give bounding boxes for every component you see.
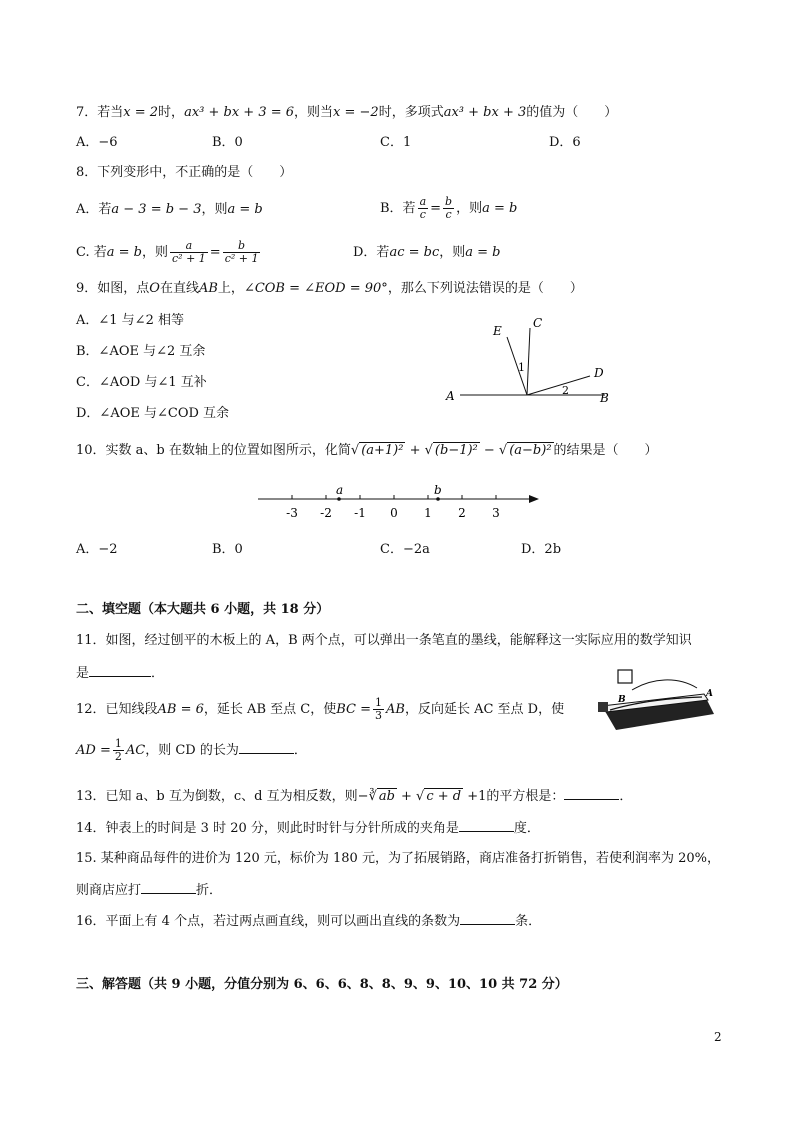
q8-option-b: B．若 $\frac{a}{c}$ = $\frac{b}{c}$ ，则a = b: [380, 195, 518, 221]
q9-ray-oc: [527, 328, 530, 395]
q8-a-mid: ，则: [201, 202, 228, 217]
q10-sqrt3: (a−b)²: [509, 443, 552, 458]
q11-line2-pre: 是: [76, 666, 90, 681]
board-hand: [632, 680, 697, 690]
q12-frac-third-den: 3: [375, 709, 382, 722]
q16-post: 条．: [515, 914, 542, 929]
q10-point-b-dot: [436, 497, 440, 501]
q9-label-angle2: 2: [562, 384, 569, 397]
q7-expr: ax³ + bx + 3 = 6: [184, 105, 295, 120]
q8-a-res: a = b: [227, 202, 263, 217]
q8-b-mid: ，则: [456, 201, 483, 216]
q9-label-a: A: [446, 389, 455, 403]
q9-label-b: B: [600, 391, 609, 405]
q9-point-o: O: [149, 281, 160, 296]
q16-answer-blank[interactable]: [460, 912, 515, 925]
q12-ac: AC: [125, 743, 146, 758]
q10-tick-label: 2: [458, 506, 466, 520]
q10-stem-b: 的结果是（ ）: [553, 443, 658, 458]
q8-b-res: a = b: [482, 201, 518, 216]
q12-pre: 12．已知线段: [76, 702, 158, 717]
q8-d-expr: ac = bc: [389, 245, 440, 260]
q8-c-frac2: [223, 240, 261, 265]
q15-line2-pre: 则商店应打: [76, 883, 142, 898]
q13-plus1: +1: [463, 789, 487, 804]
q8-d-mid: ，则: [439, 245, 466, 260]
q10-tick-label: 1: [424, 506, 432, 520]
q10-tick-label: 0: [390, 506, 398, 520]
q9-stem-a: 9．如图，点: [76, 281, 150, 296]
q13-answer-blank[interactable]: [564, 787, 619, 800]
q10-option-d: D．2b: [521, 542, 562, 557]
q15-line2: [76, 881, 222, 900]
q8-b-frac2: [443, 196, 454, 221]
q12-line1: [76, 695, 564, 725]
q13-cbrt: −∛: [357, 789, 377, 804]
q11-answer-blank[interactable]: [89, 664, 151, 677]
section-2-heading: 二、填空题（本大题共 6 小题，共 18 分）: [76, 602, 330, 617]
q8-option-d: [353, 244, 500, 262]
q12-frac-half-den: 2: [114, 750, 122, 763]
q7-stem-d: 时，多项式: [378, 105, 444, 120]
q8-c-mid: ，则: [141, 245, 168, 260]
q9-option-c: C．∠AOD 与∠1 互补: [76, 375, 207, 390]
q12-frac-third: [373, 697, 384, 722]
q7-stem-c: ，则当: [294, 105, 334, 120]
q10-stem-a: 10．实数 a、b 在数轴上的位置如图所示，化简: [76, 443, 351, 458]
q8-b-frac2-num: b: [445, 195, 453, 208]
q7-option-b: B．0: [212, 135, 243, 150]
q13-cd: c + d: [426, 789, 462, 804]
q10-tick-label: -1: [354, 506, 366, 520]
q8-c-frac1-num: a: [170, 240, 208, 253]
q12-ab2: AB: [386, 702, 405, 717]
q15-line2-post: 折．: [196, 883, 223, 898]
q15-answer-blank[interactable]: [141, 881, 196, 894]
q11-line2: [76, 664, 164, 683]
q9-line-ab: AB: [198, 281, 218, 296]
q9-label-d: D: [594, 366, 604, 380]
q12-answer-blank[interactable]: [239, 741, 294, 754]
q8-option-a: [76, 201, 263, 219]
q9-label-angle1: 1: [518, 361, 525, 374]
q10-point-b-label: b: [434, 483, 442, 497]
q11-board-illustration: [592, 668, 722, 736]
q7-stem: [76, 104, 617, 122]
q10-point-a-dot: [337, 497, 341, 501]
q7-stem-a: 7．若当: [76, 105, 124, 120]
q8-b-frac1: [418, 196, 429, 221]
q8-stem: 8．下列变形中，不正确的是（ ）: [76, 165, 293, 180]
q8-option-c: C. 若a = b，则 $\frac{a}{\text{c² + 1}}$ = $\frac{b}{\text{c² + 1}}$: [76, 239, 259, 265]
section-3-heading: 三、解答题（共 9 小题，分值分别为 6、6、6、8、8、9、9、10、10 共 72 分）: [76, 977, 568, 992]
q7-poly: ax³ + bx + 3: [443, 105, 527, 120]
q12-bc: BC =: [336, 702, 371, 717]
q7-option-c: C．1: [380, 135, 412, 150]
q13-ab: ab: [378, 789, 395, 804]
q9-ray-od: [527, 376, 590, 395]
q8-c-frac1: [170, 240, 208, 265]
q12-mid1: ，延长 AB 至点 C，使: [203, 702, 337, 717]
q10-sqrt1: (a+1)²: [361, 443, 404, 458]
q13-post: 的平方根是：: [486, 789, 565, 804]
board-clamp: [598, 702, 608, 712]
q8-d-res: a = b: [465, 245, 501, 260]
q12-ab: AB = 6: [157, 702, 204, 717]
q9-label-c: C: [533, 316, 543, 330]
q7-cond1: x = 2: [123, 105, 159, 120]
q16-line: [76, 912, 541, 931]
q8-b-pre: B．若: [380, 201, 416, 216]
q10-point-a-label: a: [336, 483, 344, 497]
q8-a-expr: a − 3 = b − 3: [111, 202, 202, 217]
q8-c-frac2-num: b: [223, 240, 261, 253]
q7-stem-b: 时，: [158, 105, 185, 120]
q12-mid2: ，反向延长 AC 至点 D，使: [404, 702, 565, 717]
q9-stem-c: 上，: [217, 281, 244, 296]
q7-cond2: x = −2: [333, 105, 379, 120]
q11-line1: 11．如图，经过刨平的木板上的 A，B 两个点，可以弹出一条笔直的墨线，能解释这一实际应用的数学知识: [76, 633, 692, 648]
q8-c-frac2-den: c² + 1: [224, 252, 259, 265]
arrow-right-icon: [529, 495, 539, 503]
q16-pre: 16．平面上有 4 个点，若过两点画直线，则可以画出直线的条数为: [76, 914, 461, 929]
q9-stem-b: 在直线: [159, 281, 199, 296]
page-number: 2: [714, 1030, 722, 1044]
q10-option-b: B．0: [212, 542, 243, 557]
q10-stem: 10．实数 a、b 在数轴上的位置如图所示，化简√ (a+1)² + √ (b−1)² − √ (a−b)² 的结果是（ ）: [76, 443, 658, 458]
q10-tick-label: -2: [320, 506, 332, 520]
q8-c-cond: a = b: [106, 245, 142, 260]
q14-post: 度．: [513, 821, 540, 836]
q14-answer-blank[interactable]: [459, 819, 514, 832]
q12-frac-half-num: 1: [114, 737, 122, 750]
board-label-a: A: [706, 689, 713, 699]
q9-angle-figure: [440, 310, 630, 410]
q9-option-b: B．∠AOE 与∠2 互余: [76, 344, 206, 359]
q7-option-a: A．−6: [76, 135, 118, 150]
q8-d-pre: D．若: [353, 245, 390, 260]
q12-line2: [76, 736, 307, 766]
q10-option-c: C．−2a: [380, 542, 430, 557]
q14-pre: 14．钟表上的时间是 3 时 20 分，则此时时针与分针所成的夹角是: [76, 821, 459, 836]
q9-option-a: A．∠1 与∠2 相等: [76, 313, 184, 328]
q8-b-frac1-den: c: [419, 208, 426, 221]
q9-stem: [76, 280, 583, 298]
q15-line1: 15. 某种商品每件的进价为 120 元，标价为 180 元，为了拓展销路，商店准备打折销售，若使利润率为 20%，: [76, 851, 720, 866]
q9-option-d: D．∠AOE 与∠COD 互余: [76, 406, 230, 421]
q8-c-pre: C. 若: [76, 245, 107, 260]
q8-c-frac1-den: c² + 1: [172, 252, 206, 265]
q8-a-pre: A．若: [76, 202, 112, 217]
q10-tick-label: 3: [492, 506, 500, 520]
q10-option-a: A．−2: [76, 542, 118, 557]
q10-number-line: [255, 482, 545, 522]
q12-ad: AD =: [76, 743, 111, 758]
ink-box-icon: [618, 670, 632, 683]
q13-line: [76, 787, 632, 806]
q12-post: ，则 CD 的长为: [145, 743, 239, 758]
q9-stem-d: ，那么下列说法错误的是（ ）: [387, 281, 583, 296]
q8-b-frac1-num: a: [419, 195, 427, 208]
q13-pre: 13．已知 a、b 互为倒数，c、d 互为相反数，则: [76, 789, 358, 804]
q13-plus-sqrt: + √: [396, 789, 425, 804]
q7-stem-e: 的值为（ ）: [526, 105, 618, 120]
q10-sqrt2: (b−1)²: [434, 443, 478, 458]
q7-option-d: D．6: [549, 135, 581, 150]
q14-line: [76, 819, 540, 838]
q12-frac-half: [113, 738, 124, 763]
q12-end: ．: [293, 743, 307, 758]
q8-b-frac2-den: c: [445, 208, 452, 221]
board-label-b: B: [618, 695, 626, 705]
q9-angle-expr: ∠COB = ∠EOD = 90°: [243, 281, 388, 296]
q9-label-e: E: [493, 324, 502, 338]
q13-end: ．: [619, 789, 633, 804]
q12-frac-third-num: 1: [375, 696, 382, 709]
q11-line2-post: ．: [151, 666, 165, 681]
q10-tick-label: -3: [286, 506, 298, 520]
